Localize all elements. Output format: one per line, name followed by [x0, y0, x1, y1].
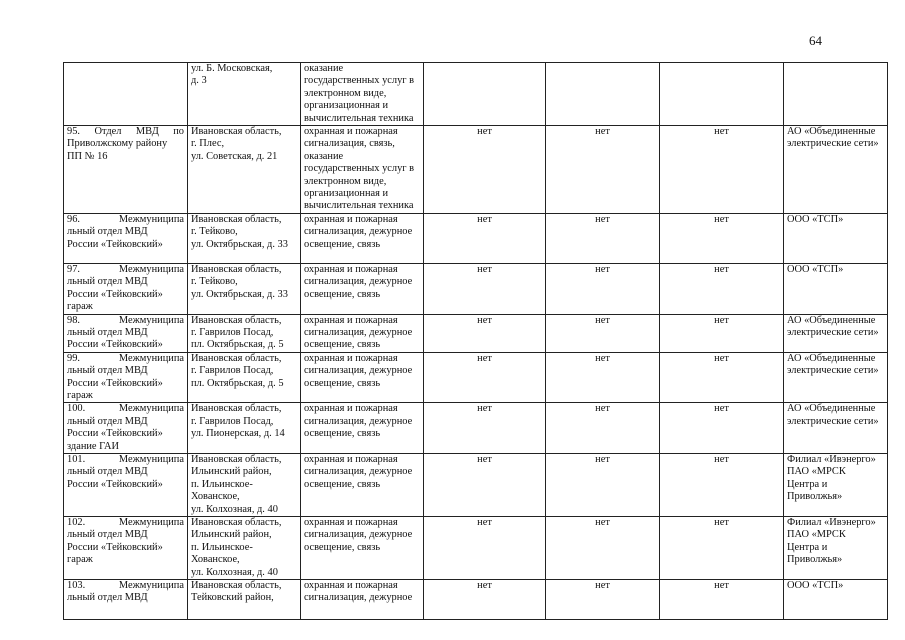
address-line: г. Гаврилов Посад,	[191, 326, 274, 338]
systems-line: государственных услуг в	[304, 75, 415, 87]
supplier-cell	[784, 314, 888, 352]
value-cell: нет	[424, 352, 546, 403]
facility-name-cell	[64, 263, 188, 314]
facility-name-cell	[64, 453, 188, 516]
systems-line: освещение, связь	[304, 238, 381, 250]
value-cell	[660, 63, 784, 126]
address-line: ул. Пионерская, д. 14	[191, 428, 285, 440]
supplier-cell	[784, 453, 888, 516]
address-line: п. Ильинское-	[191, 478, 253, 490]
address-cell	[188, 580, 301, 620]
address-cell	[188, 263, 301, 314]
name-line: гараж	[67, 389, 93, 401]
address-line: Тейковский район,	[191, 592, 274, 604]
value-cell: нет	[546, 314, 660, 352]
value-cell: нет	[660, 352, 784, 403]
supplier-line: Центра и	[787, 541, 828, 553]
facility-name-cell	[64, 517, 188, 580]
systems-line: освещение, связь	[304, 478, 381, 490]
address-line: Ильинский район,	[191, 529, 272, 541]
name-line: здание ГАИ	[67, 440, 120, 452]
supplier-cell	[784, 580, 888, 620]
supplier-line: АО «Объединенные	[787, 352, 876, 364]
table-row	[64, 352, 888, 403]
systems-cell	[301, 263, 424, 314]
address-line: ул. Октябрьская, д. 33	[191, 288, 288, 300]
supplier-line: АО «Объединенные	[787, 314, 876, 326]
systems-line: охранная и пожарная	[304, 580, 398, 592]
address-line: г. Гаврилов Посад,	[191, 365, 274, 377]
address-line: Ивановская область,	[191, 517, 282, 528]
value-cell: нет	[660, 213, 784, 263]
systems-line: сигнализация, связь,	[304, 138, 395, 150]
value-cell: нет	[546, 263, 660, 314]
systems-line: освещение, связь	[304, 428, 381, 440]
supplier-cell	[784, 352, 888, 403]
table-row	[64, 453, 888, 516]
address-line: Ивановская область,	[191, 580, 282, 592]
supplier-line: Приволжья»	[787, 491, 843, 503]
table-row	[64, 63, 888, 126]
address-line: Ивановская область,	[191, 403, 282, 415]
supplier-cell	[784, 63, 888, 126]
address-line: Ивановская область,	[191, 453, 282, 465]
systems-line: освещение, связь	[304, 541, 381, 553]
address-line: г. Гаврилов Посад,	[191, 415, 274, 427]
address-line: ул. Б. Московская,	[191, 63, 273, 74]
name-line: льный отдел МВД	[67, 529, 148, 541]
value-cell: нет	[424, 517, 546, 580]
value-cell: нет	[660, 403, 784, 454]
table-row	[64, 580, 888, 620]
supplier-line: электрические сети»	[787, 365, 879, 377]
address-line: Ивановская область,	[191, 352, 282, 364]
value-cell: нет	[660, 517, 784, 580]
name-line: 98. Межмуниципа	[67, 314, 184, 326]
address-line: Хованское,	[191, 491, 240, 503]
facility-name-cell	[64, 126, 188, 214]
name-line: России «Тейковский»	[67, 478, 163, 490]
supplier-cell	[784, 517, 888, 580]
name-line: льный отдел МВД	[67, 276, 148, 288]
systems-line: сигнализация, дежурное	[304, 415, 413, 427]
facility-name-cell	[64, 63, 188, 126]
systems-line: охранная и пожарная	[304, 126, 398, 138]
address-line: Ивановская область,	[191, 126, 282, 138]
address-cell	[188, 63, 301, 126]
table-row	[64, 314, 888, 352]
value-cell: нет	[660, 263, 784, 314]
systems-cell	[301, 453, 424, 516]
supplier-cell	[784, 403, 888, 454]
systems-cell	[301, 517, 424, 580]
systems-line: охранная и пожарная	[304, 314, 398, 326]
systems-cell	[301, 352, 424, 403]
value-cell: нет	[546, 403, 660, 454]
systems-line: охранная и пожарная	[304, 213, 398, 225]
systems-line: освещение, связь	[304, 377, 381, 389]
systems-line: охранная и пожарная	[304, 517, 398, 528]
address-cell	[188, 517, 301, 580]
value-cell: нет	[546, 126, 660, 214]
systems-line: государственных услуг в	[304, 163, 415, 175]
address-cell	[188, 126, 301, 214]
systems-cell	[301, 126, 424, 214]
value-cell: нет	[424, 453, 546, 516]
value-cell: нет	[424, 314, 546, 352]
supplier-cell	[784, 263, 888, 314]
name-line: 95. Отдел МВД по	[67, 126, 184, 138]
name-line: 99. Межмуниципа	[67, 352, 184, 364]
facilities-table	[63, 62, 888, 620]
name-line: льный отдел МВД	[67, 226, 148, 238]
name-line: 100. Межмуниципа	[67, 403, 184, 415]
name-line: льный отдел МВД	[67, 326, 148, 338]
address-line: п. Ильинское-	[191, 541, 253, 553]
supplier-line: Филиал «Ивэнерго»	[787, 517, 876, 528]
value-cell: нет	[424, 263, 546, 314]
address-line: г. Плес,	[191, 138, 225, 150]
systems-cell	[301, 580, 424, 620]
value-cell: нет	[546, 453, 660, 516]
value-cell: нет	[546, 352, 660, 403]
systems-line: организационная и	[304, 100, 389, 112]
supplier-line: ПАО «МРСК	[787, 466, 846, 478]
value-cell: нет	[424, 126, 546, 214]
value-cell: нет	[424, 403, 546, 454]
address-line: пл. Октябрьская, д. 5	[191, 377, 284, 389]
systems-cell	[301, 314, 424, 352]
supplier-line: Филиал «Ивэнерго»	[787, 453, 876, 465]
systems-line: охранная и пожарная	[304, 263, 398, 275]
systems-line: сигнализация, дежурное	[304, 365, 413, 377]
name-line: гараж	[67, 301, 93, 313]
systems-line: сигнализация, дежурное	[304, 592, 413, 604]
name-line: России «Тейковский»	[67, 541, 163, 553]
value-cell: нет	[660, 126, 784, 214]
systems-line: электронном виде,	[304, 87, 387, 99]
name-line: 103. Межмуниципа	[67, 580, 184, 592]
address-line: ул. Октябрьская, д. 33	[191, 238, 288, 250]
value-cell: нет	[424, 580, 546, 620]
systems-line: охранная и пожарная	[304, 453, 398, 465]
address-cell	[188, 314, 301, 352]
supplier-line: АО «Объединенные	[787, 126, 876, 138]
name-line: 102. Межмуниципа	[67, 517, 184, 528]
facility-name-cell	[64, 314, 188, 352]
name-line: гараж	[67, 554, 93, 566]
systems-line: вычислительная техника	[304, 200, 414, 212]
supplier-line: электрические сети»	[787, 138, 879, 150]
systems-line: сигнализация, дежурное	[304, 276, 413, 288]
systems-cell	[301, 403, 424, 454]
address-cell	[188, 403, 301, 454]
facility-name-cell	[64, 352, 188, 403]
value-cell: нет	[660, 314, 784, 352]
systems-line: охранная и пожарная	[304, 403, 398, 415]
page-number: 64	[809, 33, 822, 48]
supplier-line: Центра и	[787, 478, 828, 490]
systems-line: сигнализация, дежурное	[304, 326, 413, 338]
name-line: России «Тейковский»	[67, 339, 163, 351]
systems-line: освещение, связь	[304, 339, 381, 351]
supplier-line: Приволжья»	[787, 554, 843, 566]
table-row	[64, 126, 888, 214]
name-line: 96. Межмуниципа	[67, 213, 184, 225]
systems-line: сигнализация, дежурное	[304, 226, 413, 238]
name-line: Приволжскому району	[67, 138, 168, 150]
address-line: Ивановская область,	[191, 314, 282, 326]
supplier-cell	[784, 126, 888, 214]
name-line: России «Тейковский»	[67, 377, 163, 389]
systems-line: вычислительная техника	[304, 112, 414, 124]
name-line: 97. Межмуниципа	[67, 263, 184, 275]
supplier-line: ПАО «МРСК	[787, 529, 846, 541]
table-row	[64, 517, 888, 580]
supplier-line: АО «Объединенные	[787, 403, 876, 415]
systems-line: оказание	[304, 150, 344, 162]
name-line: льный отдел МВД	[67, 415, 148, 427]
supplier-line: ООО «ТСП»	[787, 580, 844, 592]
name-line: льный отдел МВД	[67, 365, 148, 377]
value-cell: нет	[546, 580, 660, 620]
systems-line: организационная и	[304, 188, 389, 200]
value-cell: нет	[424, 213, 546, 263]
name-line: ПП № 16	[67, 150, 108, 162]
supplier-line: электрические сети»	[787, 326, 879, 338]
address-line: Ильинский район,	[191, 466, 272, 478]
address-line: ул. Колхозная, д. 40	[191, 566, 278, 578]
supplier-cell	[784, 213, 888, 263]
systems-line: сигнализация, дежурное	[304, 466, 413, 478]
address-line: д. 3	[191, 75, 207, 87]
facility-name-cell	[64, 403, 188, 454]
address-line: пл. Октябрьская, д. 5	[191, 339, 284, 351]
facility-name-cell	[64, 580, 188, 620]
systems-cell	[301, 213, 424, 263]
supplier-line: электрические сети»	[787, 415, 879, 427]
address-line: ул. Колхозная, д. 40	[191, 503, 278, 515]
table-body	[64, 63, 888, 620]
facility-name-cell	[64, 213, 188, 263]
value-cell	[424, 63, 546, 126]
systems-line: сигнализация, дежурное	[304, 529, 413, 541]
table-row	[64, 213, 888, 263]
address-cell	[188, 453, 301, 516]
systems-cell	[301, 63, 424, 126]
name-line: льный отдел МВД	[67, 466, 148, 478]
name-line: 101. Межмуниципа	[67, 453, 184, 465]
address-line: Хованское,	[191, 554, 240, 566]
value-cell: нет	[660, 580, 784, 620]
address-line: г. Тейково,	[191, 276, 238, 288]
name-line: России «Тейковский»	[67, 288, 163, 300]
address-line: Ивановская область,	[191, 213, 282, 225]
value-cell: нет	[660, 453, 784, 516]
systems-line: электронном виде,	[304, 175, 387, 187]
address-cell	[188, 352, 301, 403]
address-line: г. Тейково,	[191, 226, 238, 238]
address-line: ул. Советская, д. 21	[191, 150, 278, 162]
supplier-line: ООО «ТСП»	[787, 263, 844, 275]
address-line: Ивановская область,	[191, 263, 282, 275]
systems-line: освещение, связь	[304, 288, 381, 300]
value-cell: нет	[546, 517, 660, 580]
supplier-line: ООО «ТСП»	[787, 213, 844, 225]
name-line: России «Тейковский»	[67, 428, 163, 440]
name-line: льный отдел МВД	[67, 592, 148, 604]
table-row	[64, 403, 888, 454]
name-line: России «Тейковский»	[67, 238, 163, 250]
address-cell	[188, 213, 301, 263]
value-cell	[546, 63, 660, 126]
table-row	[64, 263, 888, 314]
systems-line: оказание	[304, 63, 344, 74]
systems-line: охранная и пожарная	[304, 352, 398, 364]
value-cell: нет	[546, 213, 660, 263]
